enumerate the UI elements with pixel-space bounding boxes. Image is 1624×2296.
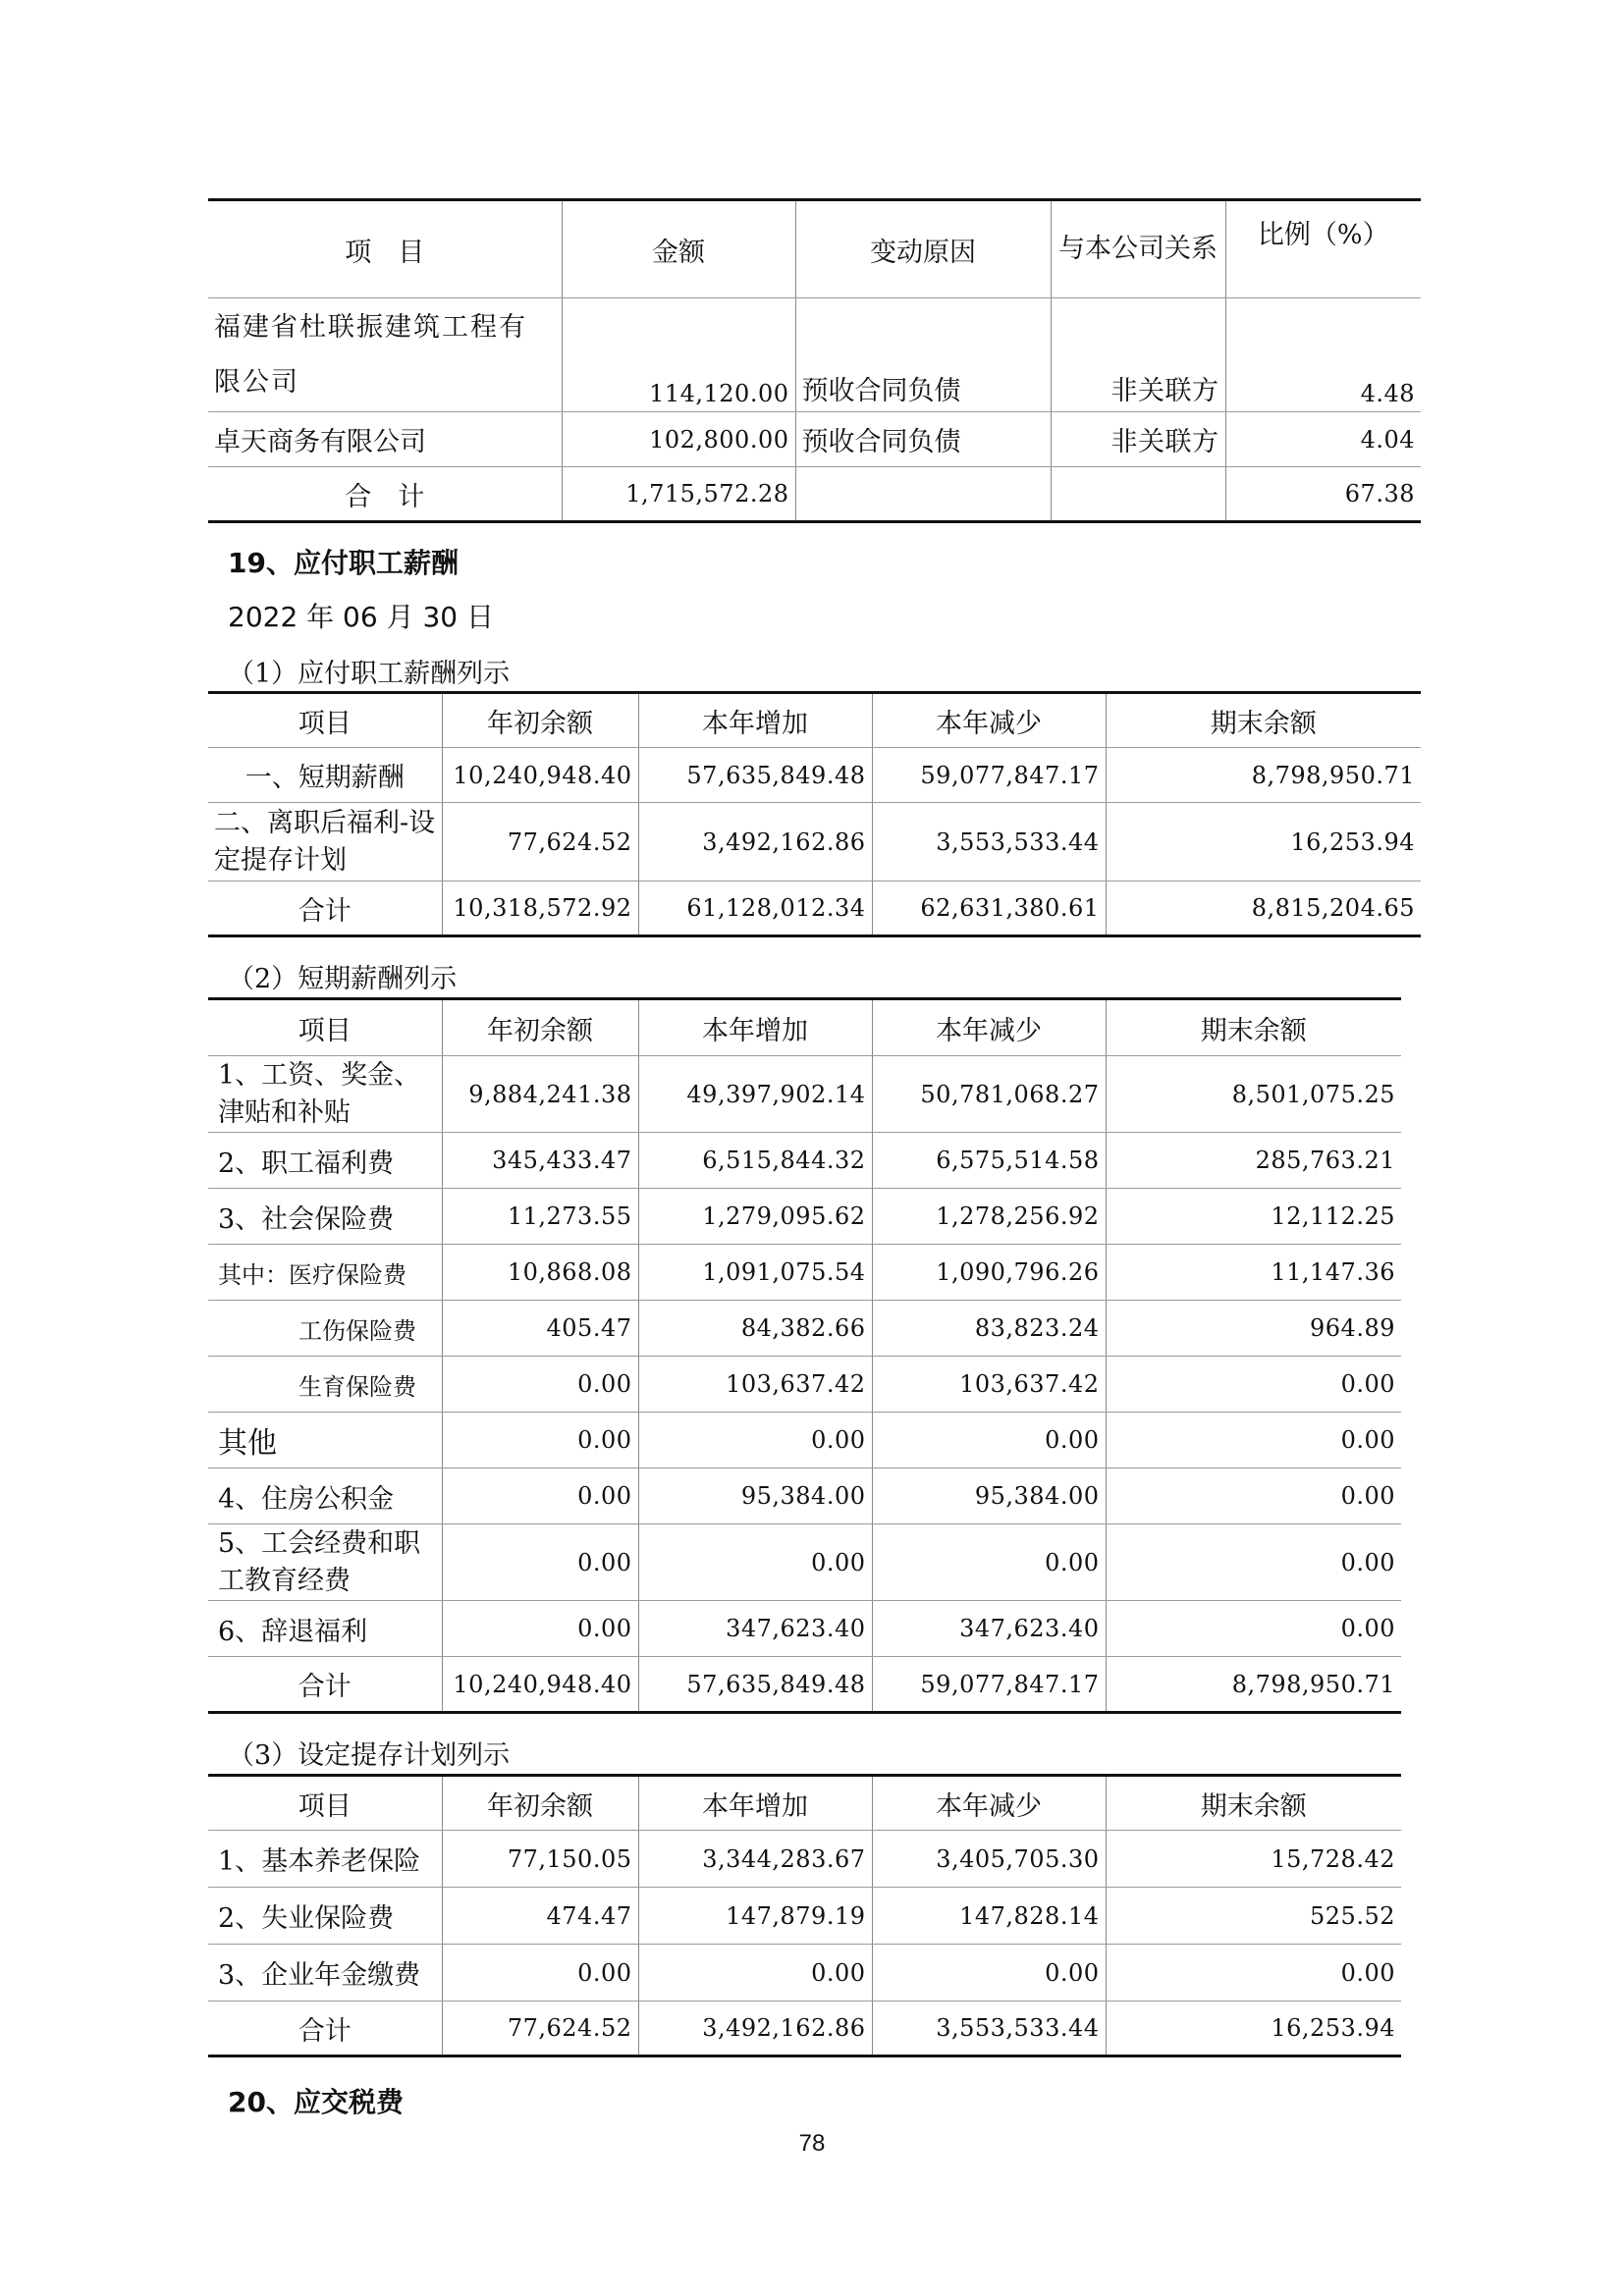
cell-item: 卓天商务有限公司 bbox=[208, 412, 562, 467]
cell-value: 0.00 bbox=[872, 1413, 1106, 1468]
cell-value: 62,631,380.61 bbox=[872, 881, 1106, 936]
cell-value: 59,077,847.17 bbox=[872, 748, 1106, 803]
col-header-reason: 变动原因 bbox=[795, 200, 1051, 298]
table-row bbox=[208, 1945, 1401, 2002]
col-header-decrease: 本年减少 bbox=[872, 693, 1106, 748]
col-header-closing: 期末余额 bbox=[1106, 1776, 1401, 1831]
cell-value: 1,090,796.26 bbox=[872, 1245, 1106, 1301]
cell-value: 49,397,902.14 bbox=[638, 1056, 872, 1133]
cell-value: 103,637.42 bbox=[872, 1357, 1106, 1413]
cell-value: 0.00 bbox=[442, 1601, 638, 1657]
col-header-increase: 本年增加 bbox=[638, 693, 872, 748]
section-heading-20: 20、应交税费 bbox=[228, 2086, 404, 2118]
cell-value: 77,150.05 bbox=[442, 1831, 638, 1888]
cell-item: 3、企业年金缴费 bbox=[208, 1945, 442, 2002]
cell-item: 工伤保险费 bbox=[208, 1301, 442, 1357]
cell-value: 3,553,533.44 bbox=[872, 803, 1106, 881]
table-caption: （3）设定提存计划列示 bbox=[228, 1740, 511, 1771]
section-heading-19: 19、应付职工薪酬 bbox=[228, 547, 459, 579]
cell-item: 其他 bbox=[208, 1413, 442, 1468]
cell-value: 11,147.36 bbox=[1106, 1245, 1401, 1301]
table-caption: （1）应付职工薪酬列示 bbox=[228, 659, 511, 689]
table-row bbox=[208, 1189, 1401, 1245]
cell-value: 10,240,948.40 bbox=[442, 748, 638, 803]
table-total-row bbox=[208, 1657, 1401, 1713]
cell-value: 0.00 bbox=[442, 1413, 638, 1468]
cell-value: 83,823.24 bbox=[872, 1301, 1106, 1357]
col-header-decrease: 本年减少 bbox=[872, 1776, 1106, 1831]
cell-item: 1、基本养老保险 bbox=[208, 1831, 442, 1888]
table-row bbox=[208, 1831, 1401, 1888]
cell-item: 6、辞退福利 bbox=[208, 1601, 442, 1657]
cell-relation: 非关联方 bbox=[1051, 412, 1225, 467]
table-prepaid-continuation bbox=[208, 198, 1421, 523]
cell-value: 0.00 bbox=[442, 1945, 638, 2002]
table-row bbox=[208, 1601, 1401, 1657]
col-header-opening: 年初余额 bbox=[442, 1776, 638, 1831]
cell-value: 12,112.25 bbox=[1106, 1189, 1401, 1245]
cell-value: 10,318,572.92 bbox=[442, 881, 638, 936]
col-header-opening: 年初余额 bbox=[442, 693, 638, 748]
cell-value: 10,868.08 bbox=[442, 1245, 638, 1301]
cell-value: 0.00 bbox=[638, 1945, 872, 2002]
cell-item: 其中：医疗保险费 bbox=[208, 1245, 442, 1301]
cell-value: 3,344,283.67 bbox=[638, 1831, 872, 1888]
cell-value: 3,492,162.86 bbox=[638, 803, 872, 881]
cell-item: 生育保险费 bbox=[208, 1357, 442, 1413]
cell-value: 59,077,847.17 bbox=[872, 1657, 1106, 1713]
cell-value: 0.00 bbox=[442, 1524, 638, 1601]
cell-value: 16,253.94 bbox=[1106, 2002, 1401, 2056]
col-header-amount: 金额 bbox=[562, 200, 795, 298]
cell-value: 77,624.52 bbox=[442, 803, 638, 881]
table-row bbox=[208, 1468, 1401, 1524]
cell-total-amount: 1,715,572.28 bbox=[562, 467, 795, 522]
cell-value: 0.00 bbox=[1106, 1413, 1401, 1468]
cell-value: 0.00 bbox=[872, 1945, 1106, 2002]
cell-reason: 预收合同负债 bbox=[795, 298, 1051, 412]
cell-value: 1,091,075.54 bbox=[638, 1245, 872, 1301]
cell-value: 285,763.21 bbox=[1106, 1133, 1401, 1189]
cell-value: 1,279,095.62 bbox=[638, 1189, 872, 1245]
cell-item: 2、职工福利费 bbox=[208, 1133, 442, 1189]
col-header-item: 项目 bbox=[208, 1776, 442, 1831]
table-header-row bbox=[208, 200, 1421, 298]
table-row bbox=[208, 1056, 1401, 1133]
cell-value: 147,879.19 bbox=[638, 1888, 872, 1945]
cell-value: 103,637.42 bbox=[638, 1357, 872, 1413]
cell-amount: 102,800.00 bbox=[562, 412, 795, 467]
cell-value: 8,798,950.71 bbox=[1106, 1657, 1401, 1713]
table-defined-contribution bbox=[208, 1774, 1401, 2057]
cell-item: 2、失业保险费 bbox=[208, 1888, 442, 1945]
cell-value: 347,623.40 bbox=[638, 1601, 872, 1657]
table-row bbox=[208, 1245, 1401, 1301]
cell-ratio: 4.04 bbox=[1225, 412, 1421, 467]
cell-value: 345,433.47 bbox=[442, 1133, 638, 1189]
table-header-row bbox=[208, 693, 1421, 748]
table-row bbox=[208, 1357, 1401, 1413]
cell-value: 0.00 bbox=[1106, 1468, 1401, 1524]
cell-value: 57,635,849.48 bbox=[638, 1657, 872, 1713]
cell-item: 二、离职后福利-设定提存计划 bbox=[208, 803, 442, 881]
table-row bbox=[208, 1888, 1401, 1945]
cell-value: 8,501,075.25 bbox=[1106, 1056, 1401, 1133]
col-header-increase: 本年增加 bbox=[638, 1776, 872, 1831]
cell-value: 50,781,068.27 bbox=[872, 1056, 1106, 1133]
cell-value: 8,798,950.71 bbox=[1106, 748, 1421, 803]
cell-total-label: 合计 bbox=[208, 1657, 442, 1713]
cell-item: 5、工会经费和职工教育经费 bbox=[208, 1524, 442, 1601]
cell-value: 3,553,533.44 bbox=[872, 2002, 1106, 2056]
cell-value: 0.00 bbox=[1106, 1524, 1401, 1601]
cell-value: 6,575,514.58 bbox=[872, 1133, 1106, 1189]
cell-value: 77,624.52 bbox=[442, 2002, 638, 2056]
cell-value: 474.47 bbox=[442, 1888, 638, 1945]
col-header-increase: 本年增加 bbox=[638, 999, 872, 1056]
table-row bbox=[208, 1524, 1401, 1601]
cell-relation: 非关联方 bbox=[1051, 298, 1225, 412]
table-total-row bbox=[208, 467, 1421, 522]
col-header-opening: 年初余额 bbox=[442, 999, 638, 1056]
col-header-item: 项目 bbox=[208, 693, 442, 748]
table-payroll-summary bbox=[208, 691, 1421, 937]
cell-value: 0.00 bbox=[638, 1524, 872, 1601]
cell-amount: 114,120.00 bbox=[562, 298, 795, 412]
table-row bbox=[208, 1413, 1401, 1468]
table-row bbox=[208, 298, 1421, 412]
cell-total-label: 合 计 bbox=[208, 467, 562, 522]
cell-value: 0.00 bbox=[638, 1413, 872, 1468]
cell-value: 6,515,844.32 bbox=[638, 1133, 872, 1189]
cell-item: 4、住房公积金 bbox=[208, 1468, 442, 1524]
cell-value: 61,128,012.34 bbox=[638, 881, 872, 936]
report-date: 2022 年 06 月 30 日 bbox=[228, 601, 495, 633]
cell-value: 1,278,256.92 bbox=[872, 1189, 1106, 1245]
cell-value: 0.00 bbox=[1106, 1601, 1401, 1657]
col-header-item: 项 目 bbox=[208, 200, 562, 298]
cell-value: 9,884,241.38 bbox=[442, 1056, 638, 1133]
cell-value: 0.00 bbox=[1106, 1357, 1401, 1413]
cell-total-label: 合计 bbox=[208, 881, 442, 936]
table-row bbox=[208, 412, 1421, 467]
col-header-closing: 期末余额 bbox=[1106, 999, 1401, 1056]
cell-item: 3、社会保险费 bbox=[208, 1189, 442, 1245]
table-caption: （2）短期薪酬列示 bbox=[228, 964, 458, 994]
cell-value: 0.00 bbox=[442, 1468, 638, 1524]
col-header-decrease: 本年减少 bbox=[872, 999, 1106, 1056]
cell-item: 1、工资、奖金、津贴和补贴 bbox=[208, 1056, 442, 1133]
cell-empty bbox=[1051, 467, 1225, 522]
cell-value: 147,828.14 bbox=[872, 1888, 1106, 1945]
table-row bbox=[208, 1301, 1401, 1357]
cell-value: 57,635,849.48 bbox=[638, 748, 872, 803]
cell-value: 0.00 bbox=[872, 1524, 1106, 1601]
cell-reason: 预收合同负债 bbox=[795, 412, 1051, 467]
cell-item: 一、短期薪酬 bbox=[208, 748, 442, 803]
table-row bbox=[208, 1133, 1401, 1189]
cell-value: 0.00 bbox=[1106, 1945, 1401, 2002]
cell-total-ratio: 67.38 bbox=[1225, 467, 1421, 522]
cell-value: 11,273.55 bbox=[442, 1189, 638, 1245]
cell-value: 3,405,705.30 bbox=[872, 1831, 1106, 1888]
col-header-closing: 期末余额 bbox=[1106, 693, 1421, 748]
cell-empty bbox=[795, 467, 1051, 522]
cell-value: 405.47 bbox=[442, 1301, 638, 1357]
cell-value: 964.89 bbox=[1106, 1301, 1401, 1357]
cell-value: 95,384.00 bbox=[638, 1468, 872, 1524]
page-number: 78 bbox=[798, 2130, 826, 2157]
table-total-row bbox=[208, 881, 1421, 936]
cell-value: 0.00 bbox=[442, 1357, 638, 1413]
table-header-row bbox=[208, 999, 1401, 1056]
cell-value: 15,728.42 bbox=[1106, 1831, 1401, 1888]
cell-value: 525.52 bbox=[1106, 1888, 1401, 1945]
cell-value: 8,815,204.65 bbox=[1106, 881, 1421, 936]
cell-item: 福建省杜联振建筑工程有限公司 bbox=[208, 298, 562, 412]
table-total-row bbox=[208, 2002, 1401, 2056]
cell-value: 84,382.66 bbox=[638, 1301, 872, 1357]
col-header-ratio: 比例（%） bbox=[1225, 200, 1421, 298]
table-row bbox=[208, 803, 1421, 881]
table-short-term-pay bbox=[208, 997, 1401, 1714]
table-row bbox=[208, 748, 1421, 803]
table-header-row bbox=[208, 1776, 1401, 1831]
cell-value: 10,240,948.40 bbox=[442, 1657, 638, 1713]
cell-ratio: 4.48 bbox=[1225, 298, 1421, 412]
cell-total-label: 合计 bbox=[208, 2002, 442, 2056]
cell-value: 347,623.40 bbox=[872, 1601, 1106, 1657]
cell-value: 95,384.00 bbox=[872, 1468, 1106, 1524]
cell-value: 16,253.94 bbox=[1106, 803, 1421, 881]
col-header-item: 项目 bbox=[208, 999, 442, 1056]
col-header-relation: 与本公司关系 bbox=[1051, 200, 1225, 298]
cell-value: 3,492,162.86 bbox=[638, 2002, 872, 2056]
